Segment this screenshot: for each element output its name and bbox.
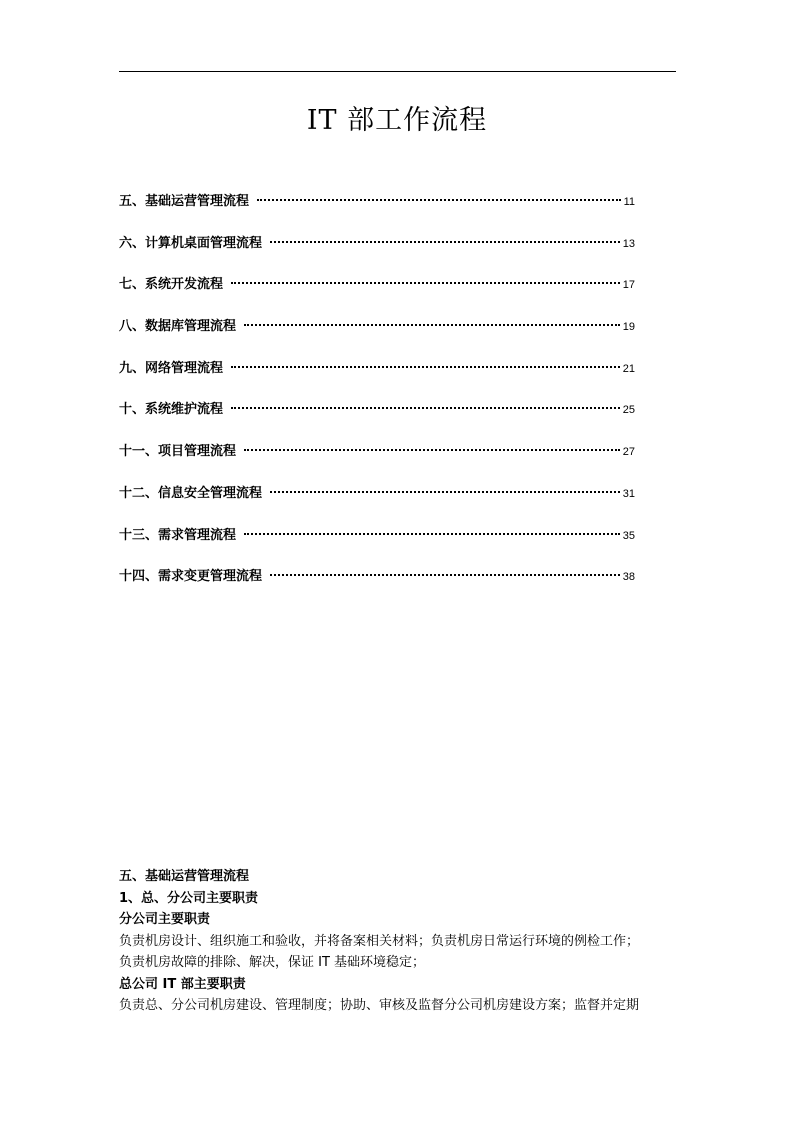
- toc-entry[interactable]: [119, 273, 635, 293]
- toc-entry[interactable]: [119, 315, 635, 335]
- toc-entry-label: 十、系统维护流程: [119, 402, 224, 418]
- toc-dot-leader: [231, 366, 620, 368]
- toc-entry[interactable]: [119, 398, 635, 418]
- toc-entry-page: 38: [622, 571, 635, 584]
- toc-entry-label: 七、系统开发流程: [119, 277, 224, 293]
- toc-entry[interactable]: [119, 232, 635, 252]
- toc-dot-leader: [244, 449, 620, 451]
- toc-entry-label: 五、基础运营管理流程: [119, 194, 250, 209]
- toc-entry-label: 十一、项目管理流程: [119, 444, 237, 460]
- toc-entry[interactable]: [119, 482, 635, 502]
- branch-duties-line: 负责机房故障的排除、解决，保证 IT 基础环境稳定；: [119, 955, 426, 970]
- toc-dot-leader: [231, 282, 620, 284]
- toc-dot-leader: [270, 491, 620, 493]
- toc-entry[interactable]: [119, 440, 635, 460]
- branch-duties-heading: 分公司主要职责: [119, 912, 211, 927]
- toc-dot-leader: [231, 407, 620, 409]
- section-heading: 五、基础运营管理流程: [119, 869, 250, 884]
- toc-entry[interactable]: [119, 357, 635, 377]
- toc-entry-label: 十三、需求管理流程: [119, 527, 237, 543]
- section-body: [119, 866, 679, 1017]
- branch-duties-line: 负责机房设计、组织施工和验收，并将备案相关材料；负责机房日常运行环境的例检工作；: [119, 933, 640, 949]
- toc-entry-page: 17: [622, 279, 635, 292]
- document-title: IT 部工作流程: [306, 105, 488, 136]
- toc-dot-leader: [270, 574, 620, 576]
- toc-entry-label: 十四、需求变更管理流程: [119, 569, 263, 585]
- header-rule: [119, 71, 676, 72]
- toc-entry-page: 35: [622, 529, 635, 542]
- hq-duties-line: 负责总、分公司机房建设、管理制度；协助、审核及监督分公司机房建设方案；监督并定期: [119, 998, 640, 1013]
- toc-entry-label: 八、数据库管理流程: [119, 319, 237, 335]
- toc-entry-page: 21: [622, 362, 635, 375]
- toc-entry-page: 27: [622, 446, 635, 459]
- toc-entry-label: 六、计算机桌面管理流程: [119, 235, 263, 251]
- table-of-contents: [119, 190, 635, 607]
- subsection-heading: 1、总、分公司主要职责: [119, 890, 259, 906]
- toc-dot-leader: [244, 324, 620, 326]
- toc-entry-page: 31: [622, 487, 635, 500]
- toc-entry-page: 19: [622, 321, 635, 334]
- toc-entry[interactable]: [119, 190, 635, 210]
- toc-entry-page: 11: [623, 196, 635, 208]
- hq-duties-heading: 总公司 IT 部主要职责: [119, 976, 246, 992]
- toc-dot-leader: [257, 199, 621, 201]
- toc-entry-page: 13: [622, 237, 635, 250]
- toc-entry[interactable]: [119, 524, 635, 544]
- toc-entry[interactable]: [119, 565, 635, 585]
- toc-entry-page: 25: [622, 404, 635, 417]
- toc-entry-label: 十二、信息安全管理流程: [119, 485, 263, 501]
- toc-dot-leader: [270, 241, 620, 243]
- toc-dot-leader: [244, 533, 620, 535]
- toc-entry-label: 九、网络管理流程: [119, 360, 224, 376]
